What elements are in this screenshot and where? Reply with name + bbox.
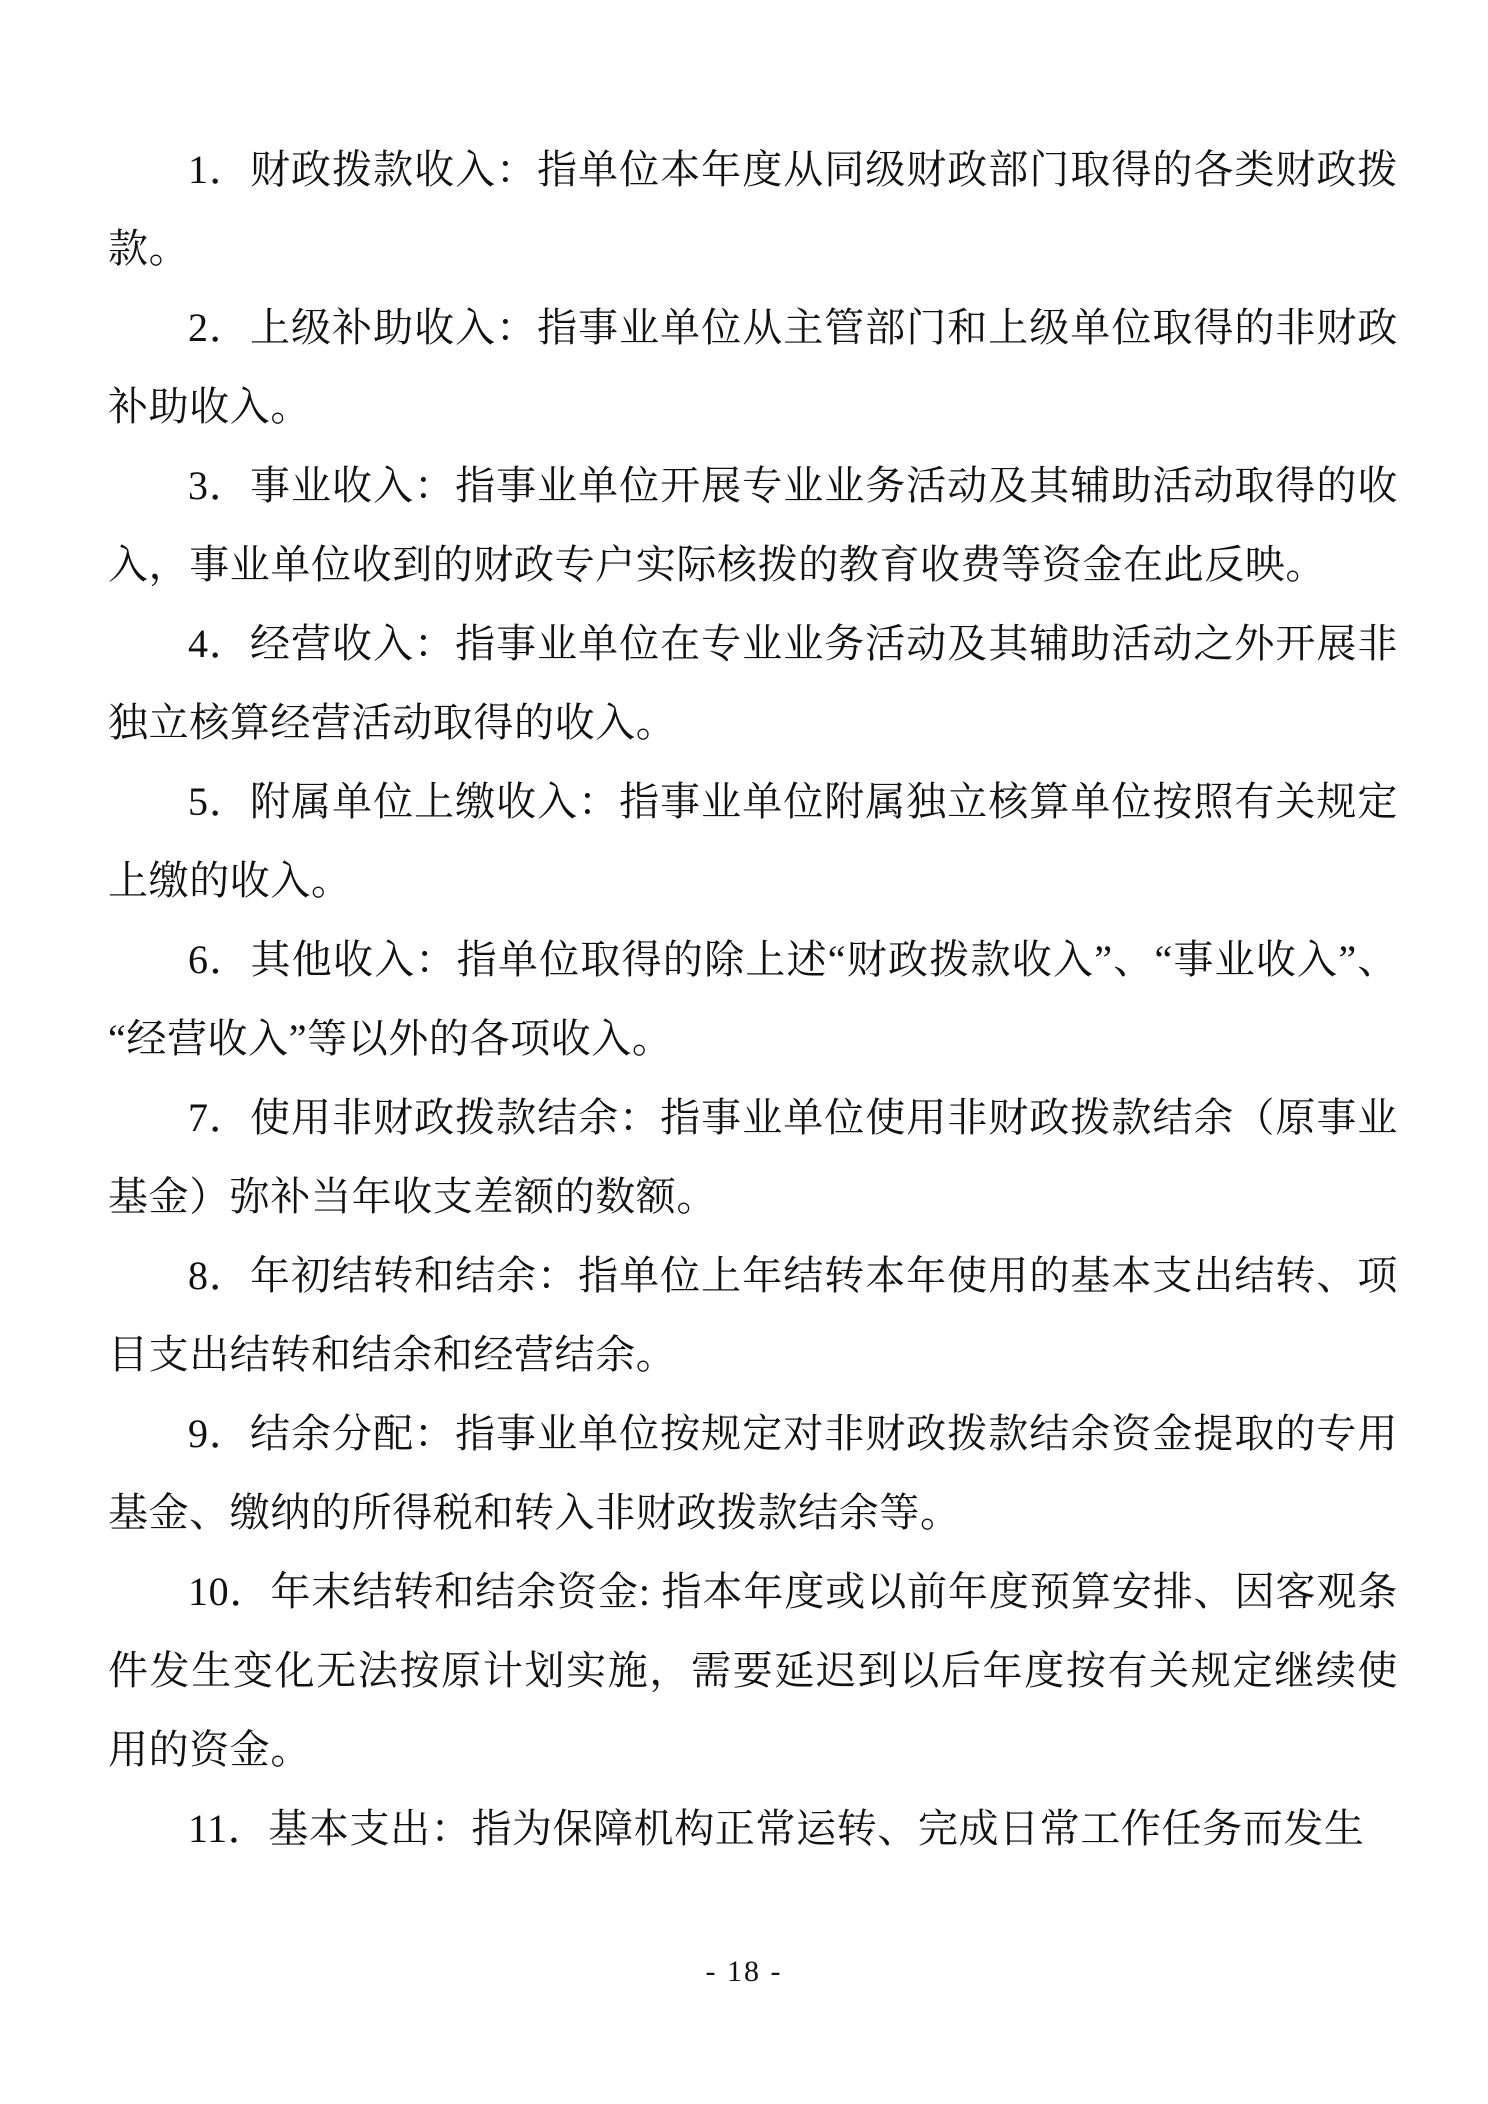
- paragraph-item-6: 6．其他收入：指单位取得的除上述“财政拨款收入”、“事业收入”、“经营收入”等以外的各项收入。: [108, 937, 1398, 1061]
- paragraph-item-8: 8．年初结转和结余：指单位上年结转本年使用的基本支出结转、项目支出结转和结余和经营结余。: [108, 1253, 1398, 1377]
- page-number: - 18 -: [705, 1955, 783, 1988]
- paragraph-item-4: 4．经营收入：指事业单位在专业业务活动及其辅助活动之外开展非独立核算经营活动取得的收入。: [108, 621, 1398, 745]
- page-body: [108, 130, 1398, 1868]
- paragraph-item-2: 2．上级补助收入：指事业单位从主管部门和上级单位取得的非财政补助收入。: [108, 305, 1398, 429]
- paragraph-item-11: 11．基本支出：指为保障机构正常运转、完成日常工作任务而发生: [188, 1806, 1365, 1851]
- paragraph-item-1: 1．财政拨款收入：指单位本年度从同级财政部门取得的各类财政拨款。: [108, 147, 1398, 271]
- paragraph-item-9: 9．结余分配：指事业单位按规定对非财政拨款结余资金提取的专用基金、缴纳的所得税和转入非财政拨款结余等。: [108, 1411, 1398, 1535]
- paragraph-item-7: 7．使用非财政拨款结余：指事业单位使用非财政拨款结余（原事业基金）弥补当年收支差额的数额。: [108, 1095, 1398, 1219]
- paragraph-item-5: 5．附属单位上缴收入：指事业单位附属独立核算单位按照有关规定上缴的收入。: [108, 779, 1398, 903]
- paragraph-item-10: 10．年末结转和结余资金: 指本年度或以前年度预算安排、因客观条件发生变化无法按原计划实施，需要延迟到以后年度按有关规定继续使用的资金。: [108, 1569, 1398, 1772]
- paragraph-item-3: 3．事业收入：指事业单位开展专业业务活动及其辅助活动取得的收入，事业单位收到的财政专户实际核拨的教育收费等资金在此反映。: [108, 463, 1398, 587]
